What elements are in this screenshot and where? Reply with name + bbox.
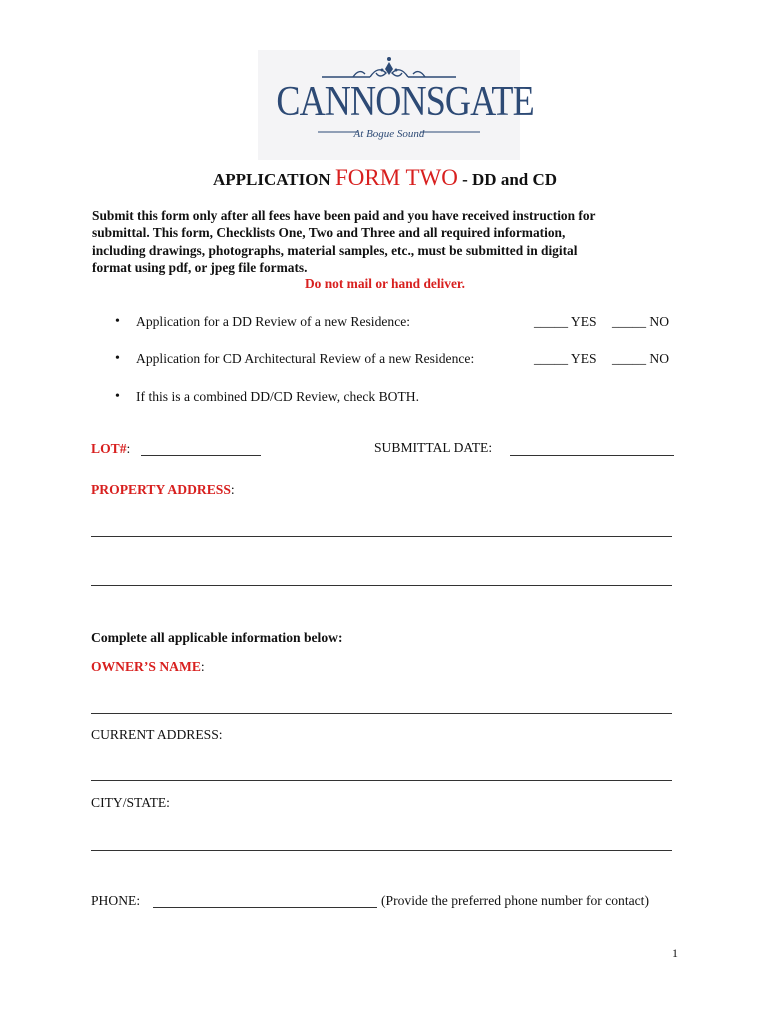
checklist-item-dd [0,313,770,333]
owner-name-input-line[interactable] [91,713,672,714]
phone-label: PHONE: [91,893,141,908]
logo-wordmark: CANNONSGATE [276,79,534,125]
property-address-line-2[interactable] [91,585,672,586]
title-part-1: APPLICATION [212,170,335,189]
bullet-icon: • [115,351,120,366]
lot-input-line[interactable] [141,455,261,456]
complete-info-note: Complete all applicable information below: [91,630,343,645]
intro-line-1: Submit this form only after all fees have been paid and you have received instruction for [92,208,596,223]
submittal-date-input-line[interactable] [510,455,674,456]
intro-line-2: submittal. This form, Checklists One, Two and Three and all required information, [92,225,566,240]
checklist-item-text: Application for a DD Review of a new Residence: [136,314,411,329]
current-address-label: CURRENT ADDRESS: [91,727,223,742]
cd-yes-field[interactable]: _____ YES [534,351,597,366]
checklist-item-cd [0,350,770,370]
bullet-icon: • [115,314,120,329]
dd-no-field[interactable]: _____ NO [612,314,670,329]
property-address-field [91,481,235,499]
form-title [0,164,770,194]
lot-field [91,440,130,460]
property-address-line-1[interactable] [91,536,672,537]
cd-no-field[interactable]: _____ NO [612,351,670,366]
phone-note: (Provide the preferred phone number for contact) [381,893,649,908]
page-number: 1 [672,946,678,960]
delivery-warning: Do not mail or hand deliver. [305,276,465,291]
logo-subtitle: At Bogue Sound [353,128,425,140]
owner-name-field [91,658,205,676]
cannonsgate-logo [258,50,534,160]
intro-line-4: format using pdf, or jpeg file formats. [92,260,308,275]
owner-name-label: OWNER’S NAME [91,659,201,674]
checklist-item-text: If this is a combined DD/CD Review, check BOTH. [136,389,420,404]
current-address-input-line[interactable] [91,780,672,781]
lot-label: LOT# [91,441,127,456]
title-part-2: - DD and CD [457,170,558,189]
owner-name-colon: : [200,659,205,674]
submittal-date-label: SUBMITTAL DATE: [374,440,493,455]
bullet-icon: • [115,389,120,404]
dd-yes-field[interactable]: _____ YES [534,314,597,329]
city-state-input-line[interactable] [91,850,672,851]
checklist-item-text: Application for CD Architectural Review of a new Residence: [136,351,475,366]
phone-input-line[interactable] [153,907,377,908]
property-address-colon: : [230,482,235,497]
city-state-label: CITY/STATE: [91,795,170,810]
lot-colon: : [126,441,131,456]
title-highlight: FORM TWO [334,165,458,190]
checklist-item-combined [0,388,770,408]
intro-line-3: including drawings, photographs, material samples, etc., must be submitted in digital [92,243,578,258]
property-address-label: PROPERTY ADDRESS [91,482,231,497]
